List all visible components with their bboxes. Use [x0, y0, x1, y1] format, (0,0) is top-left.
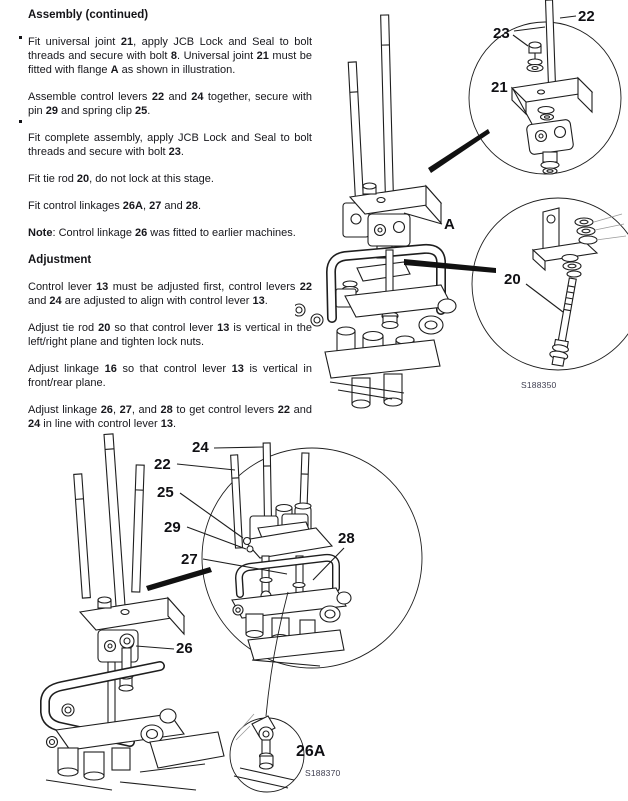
- lever-rod: [381, 15, 394, 198]
- paragraph: Note: Control linkage 26 was fitted to earlier machines.: [28, 227, 296, 239]
- part-label-a: A: [444, 216, 455, 233]
- part-label-25: 25: [157, 484, 174, 501]
- adjustment-paragraphs: [28, 280, 312, 431]
- figure-assembly-diagram: [295, 0, 628, 432]
- valve-body: [46, 709, 224, 790]
- pointer-to-tie-rod-detail: [404, 259, 496, 273]
- bullet-marker: [19, 120, 22, 123]
- bullet-marker: [19, 36, 22, 39]
- figure-ref-s188370: S188370: [305, 768, 341, 778]
- part-label-26: 26: [176, 640, 193, 657]
- paragraph: Assemble control levers 22 and 24 together, secure with pin 29 and spring clip 25.: [28, 91, 313, 117]
- part-label-23: 23: [493, 25, 510, 42]
- figure-ref-s188350: S188350: [521, 380, 557, 390]
- part-label-21: 21: [491, 79, 508, 96]
- paragraph: Adjust linkage 16 so that control lever 13 is vertical in front/rear plane.: [28, 363, 312, 389]
- part-label-20: 20: [504, 271, 521, 288]
- pointer-to-levers-detail: [146, 567, 212, 591]
- part-label-28: 28: [338, 530, 355, 547]
- figure-adjustment-diagram: [25, 432, 470, 801]
- valve-body: [295, 285, 456, 408]
- pointer-to-joint-detail: [428, 129, 490, 173]
- part-label-29: 29: [164, 519, 181, 536]
- levers-detail: [231, 443, 351, 666]
- paragraph: Adjust linkage 26, 27, and 28 to get control levers 22 and 24 in line with control lever 13.: [28, 404, 312, 430]
- text-column: [28, 8, 312, 431]
- part-label-26a: 26A: [296, 743, 326, 760]
- ball-joint-26a-detail: [234, 714, 294, 788]
- part-label-22: 22: [578, 8, 595, 25]
- section-heading-adjustment: Adjustment: [28, 254, 92, 266]
- lever-rod: [132, 465, 144, 592]
- part-label-22b: 22: [154, 456, 171, 473]
- paragraph: Fit universal joint 21, apply JCB Lock and Seal to bolt threads and secure with bolt 8. Universal joint 21 must be fitted with flange A as shown in illustration.: [28, 35, 312, 77]
- paragraph: Adjust tie rod 20 so that control lever 13 is vertical in the left/right plane and tighten lock nuts.: [28, 322, 312, 348]
- vertical-link: [382, 250, 398, 329]
- paragraph: Fit control linkages 26A, 27 and 28.: [28, 200, 202, 212]
- lever-rod: [104, 434, 125, 606]
- adjustment-illustration: [25, 432, 470, 801]
- section-heading-assembly: Assembly (continued): [28, 9, 149, 21]
- part-label-24: 24: [192, 439, 209, 456]
- tie-rod-detail: [533, 208, 626, 367]
- assembly-illustration: [295, 0, 628, 432]
- universal-joint-detail: [512, 0, 592, 174]
- lever-rod: [348, 62, 364, 206]
- part-label-27: 27: [181, 551, 198, 568]
- paragraph: Fit tie rod 20, do not lock at this stage.: [28, 173, 214, 185]
- paragraph: Control lever 13 must be adjusted first, control levers 22 and 24 are adjusted to align with control lever 13.: [28, 281, 312, 307]
- assembly-paragraphs: [28, 35, 312, 240]
- paragraph: Fit complete assembly, apply JCB Lock and Seal to bolt threads and secure with bolt 23.: [28, 131, 312, 159]
- lever-rod: [74, 474, 91, 598]
